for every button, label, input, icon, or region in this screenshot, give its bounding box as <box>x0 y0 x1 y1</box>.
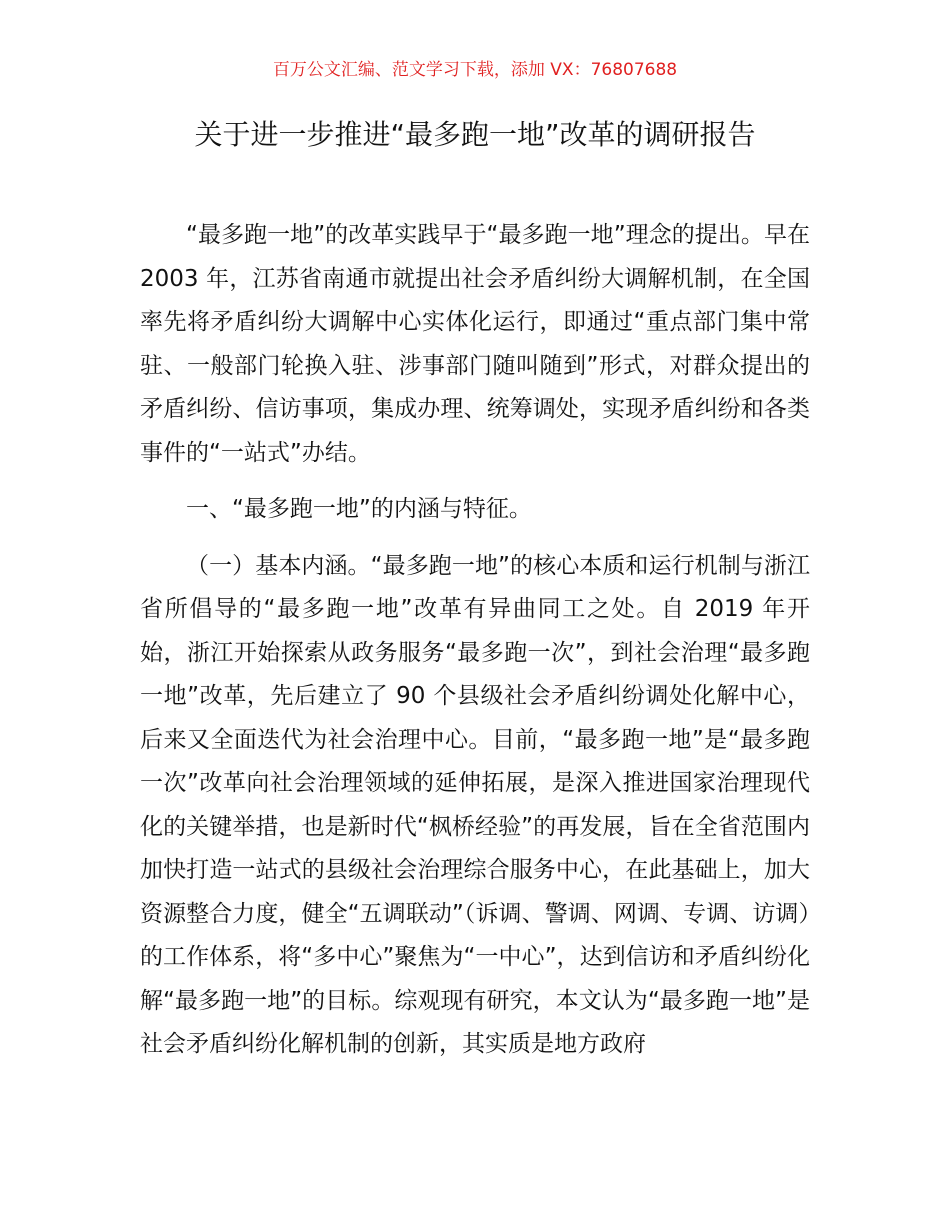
section-heading-1: 一、“最多跑一地”的内涵与特征。 <box>186 496 532 522</box>
paragraph-basic-meaning: （一）基本内涵。“最多跑一地”的核心本质和运行机制与浙江省所倡导的“最多跑一地”改革有异曲同工之处。自 2019 年开始，浙江开始探索从政务服务“最多跑一次”，到社会治理“最多跑一地”改革，先后建立了 90 个县级社会矛盾纠纷调处化解中心，后来又全面迭代为社会治理中心。目前，“最多跑一地”是“最多跑一次”改革向社会治理领域的延伸拓展，是深入推进国家治理现代化的关键举措，也是新时代“枫桥经验”的再发展，旨在全省范围内加快打造一站式的县级社会治理综合服务中心，在此基础上，加大资源整合力度，健全“五调联动”（诉调、警调、网调、专调、访调）的工作体系，将“多中心”聚焦为“一中心”，达到信访和矛盾纠纷化解“最多跑一地”的目标。综观现有研究，本文认为“最多跑一地”是社会矛盾纠纷化解机制的创新，其实质是地方政府 <box>140 552 810 1057</box>
header-download-note: 百万公文汇编、范文学习下载，添加 VX：76807688 <box>272 60 678 80</box>
paragraph-intro: “最多跑一地”的改革实践早于“最多跑一地”理念的提出。早在 2003 年，江苏省南通市就提出社会矛盾纠纷大调解机制，在全国率先将矛盾纠纷大调解中心实体化运行，即通过“重点部门集中常驻、一般部门轮换入驻、涉事部门随叫随到”形式，对群众提出的矛盾纠纷、信访事项，集成办理、统筹调处，实现矛盾纠纷和各类事件的“一站式”办结。 <box>140 222 810 466</box>
page-title: 关于进一步推进“最多跑一地”改革的调研报告 <box>194 118 756 151</box>
document-body <box>140 214 810 1067</box>
